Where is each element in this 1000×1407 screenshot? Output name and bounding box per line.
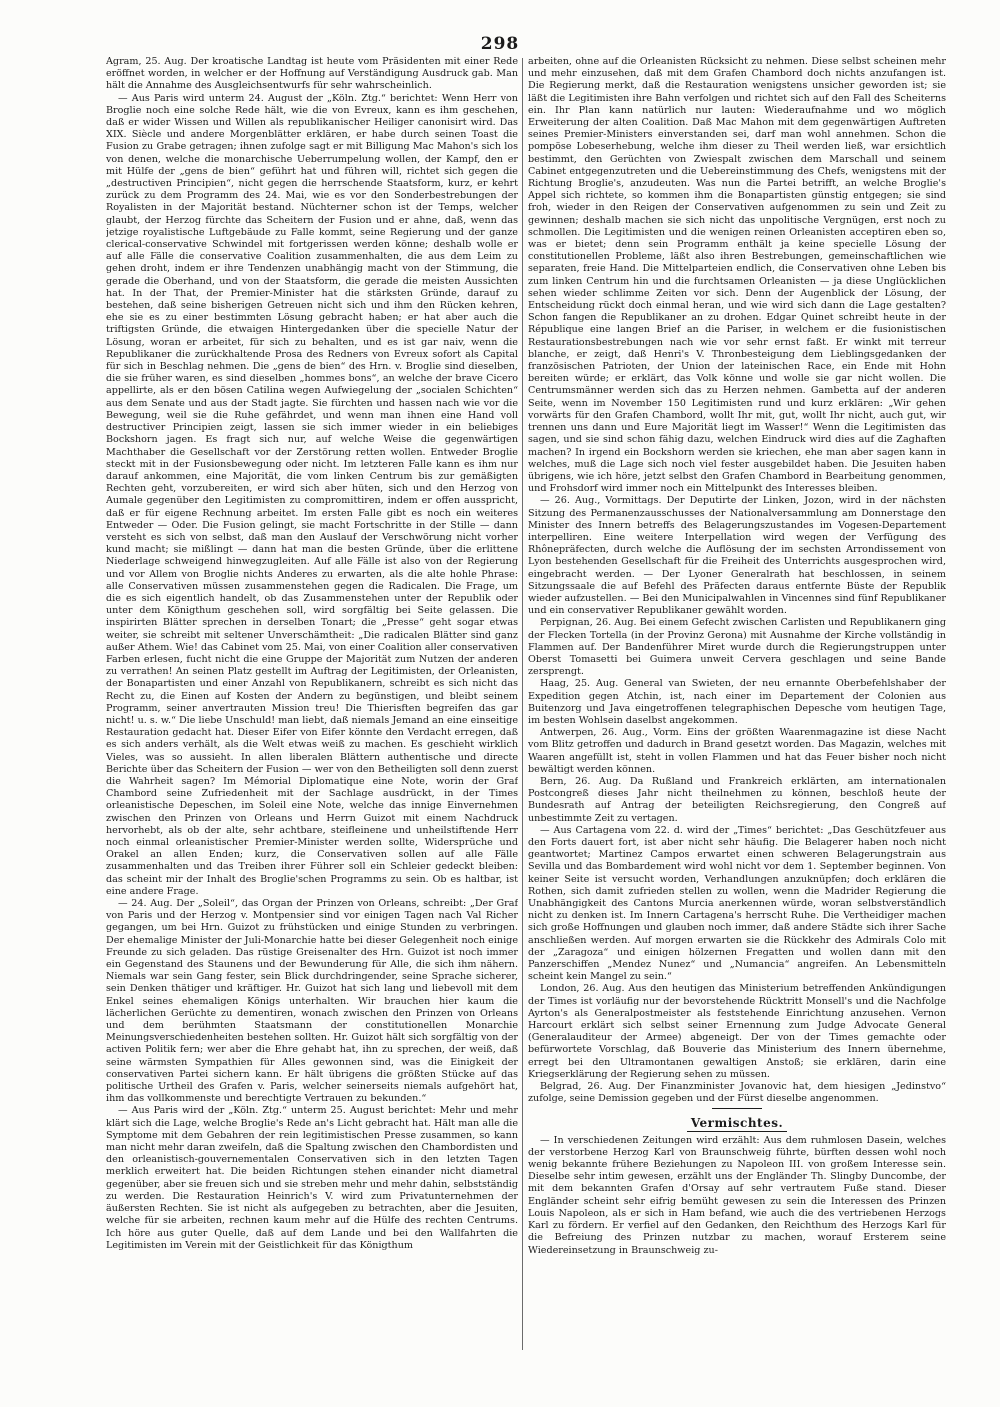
article-paragraph: Perpignan, 26. Aug. Bei einem Gefecht zwischen Carlisten und Republikanern ging der Flecken Tortella (in der Provinz Gerona) mit Ausnahme der Kirche vollständig in Flammen auf. Der Bandenführer Miret wurde durch die Regierungstruppen unter Oberst Tomasetti bei Guimera unweit Cervera geschlagen und seine Bande zersprengt.: [528, 617, 946, 678]
article-paragraph: London, 26. Aug. Aus den heutigen das Ministerium betreffenden Ankündigungen der Times ist vorläufig nur der bevorstehende Rücktritt Monsell's und die Nachfolge Ayrton's als Generalpostmeister als feststehende Einrichtung anzusehen. Vernon Harcourt erklärt sich selbst seiner Ernennung zum Judge Advocate General (Generalauditeur der Armee) abgeneigt. Der von der Times gemachte oder befürwortete Vorschlag, daß Bouverie das Ministerium des Innern übernehme, erregt bei den Ultramontanen gewaltigen Anstoß; sie erklären, darin eine Kriegserklärung der Regierung sehen zu müssen.: [528, 983, 946, 1080]
article-paragraph: — 26. Aug., Vormittags. Der Deputirte der Linken, Jozon, wird in der nächsten Sitzung des Permanenzausschusses der Nationalversammlung am Donnerstage den Minister des Innern betreffs des Belagerungszustandes im Vogesen-Departement interpelliren. Eine weitere Interpellation wird wegen der Verfügung des Rhônepräfecten, durch welche die Auflösung der im sechsten Arrondissement von Lyon bestehenden Gesellschaft für die Freiheit des Unterrichts ausgesprochen wird, eingebracht werden. — Der Lyoner Generalrath hat beschlossen, in seinem Sitzungssaale die auf Befehl des Präfecten daraus entfernte Büste der Republik wieder aufzustellen. — Bei den Municipalwahlen in Vincennes sind fünf Republikaner und ein conservativer Republikaner gewählt worden.: [528, 495, 946, 617]
right-column: [528, 56, 946, 1356]
article-paragraph: Antwerpen, 26. Aug., Vorm. Eins der größten Waarenmagazine ist diese Nacht vom Blitz getroffen und dadurch in Brand gesetzt worden. Das Magazin, welches mit Waaren angefüllt ist, steht in vollen Flammen und hat das Feuer bisher noch nicht bewältigt werden können.: [528, 727, 946, 775]
article-paragraph: Agram, 25. Aug. Der kroatische Landtag ist heute vom Präsidenten mit einer Rede eröffnet worden, in welcher er der Hoffnung auf Verständigung Ausdruck gab. Man hält die Annahme des Ausgleichsentwurfs für sehr wahrscheinlich.: [106, 56, 518, 92]
section-heading: [528, 1117, 946, 1129]
article-paragraph: — Aus Paris wird unterm 24. August der „Köln. Ztg.“ berichtet: Wenn Herr von Broglie noch eine solche Rede hält, wie die von Evreux, kann es ihm geschehen, daß er wider Wissen und Willen als republikanischer Heiliger canonisirt wird. Das XIX. Siècle und andere Morgenblätter erklären, er habe durch seinen Toast die Fusion zu Grabe getragen; ihnen zufolge sagt er mit Billigung Mac Mahon's sich los von denen, welche die monarchische Ueberrumpelung wollen, der Kampf, den er mit Hülfe der „gens de bien“ geführt hat und führen will, richtet sich gegen die „destructiven Principien“, nicht gegen die herrschende Staatsform, kurz, er kehrt zurück zu dem Programm des 24. Mai, wie es vor den Sonderbestrebungen der Royalisten in der Majorität bestand. Nüchterner schon ist der Temps, welcher glaubt, der Herzog fürchte das Scheitern der Fusion und er ahne, daß, wenn das jetzige royalistische Luftgebäude zu Falle kommt, seine Regierung und der ganze clerical-conservative Schwindel mit fortgerissen werden könne; deshalb wolle er auf alle Fälle die conservative Coalition zusammenhalten, die aus dem Leim zu gehen droht, indem er ihre Tendenzen unabhängig macht von der Stimmung, die gerade die Oberhand, und von der Staatsform, die gerade die meisten Aussichten hat. In der That, der Premier-Minister hat die stärksten Gründe, darauf zu bestehen, daß seine bisherigen Getreuen nicht sich und ihm den Rücken kehren, ehe sie es zu einer bestimmten Lösung gebracht haben; er hat aber auch die triftigsten Gründe, die etwaigen Hintergedanken über die specielle Natur der Lösung, woran er arbeitet, für sich zu behalten, und es ist gar naiv, wenn die Republikaner die zurückhaltende Prosa des Redners von Evreux sofort als Capital für sich in Beschlag nehmen. Die „gens de bien“ des Hrn. v. Broglie sind dieselben, die sie früher waren, es sind dieselben „hommes bons“, an welche der brave Cicero appellirte, als er den bösen Catilina wegen Aufwiegelung der „socialen Schichten“ aus dem Senate und aus der Stadt jagte. Sie fürchten und hassen nach wie vor die Bewegung, weil sie die Ruhe gefährdet, und wenn man ihnen eine Hand voll destructiver Principien zeigt, lassen sie sich immer wieder in ein beliebiges Bockshorn jagen. Es fragt sich nur, auf welche Weise die gegenwärtigen Machthaber die Gesellschaft vor der Zerstörung retten wollen. Entweder Broglie steckt mit in der Fusionsbewegung oder nicht. Im letzteren Falle kann es ihm nur darauf ankommen, eine Majorität, die vom linken Centrum bis zur gemäßigten Rechten geht, vorzubereiten, er wird sich aber hüten, sich und den Herzog von Aumale gegenüber den Legitimisten zu compromittiren, indem er offen ausspricht, daß er für eigene Rechnung arbeitet. Im ersten Falle gibt es noch ein weiteres Entweder — Oder. Die Fusion gelingt, sie macht Fortschritte in der Stille — dann versteht es sich von selbst, daß man den Auslauf der Verschwörung nicht vorher kund macht; sie mißlingt — dann hat man die besten Gründe, über die erlittene Niederlage schweigend hinwegzugleiten. Auf alle Fälle ist also von der Regierung und vor Allem von Broglie nichts Anderes zu erwarten, als die alte hohle Phrase: alle Conservativen müssen zusammenstehen gegen die Radicalen. Die Frage, um die es sich eigentlich handelt, ob das Zusammenstehen unter der Republik oder unter dem Königthum geschehen soll, wird sorgfältig bei Seite gelassen. Die inspirirten Blätter sprechen in derselben Tonart; die „Presse“ geht sogar etwas weiter, sie schreibt mit seltener Unverschämtheit: „Die radicalen Blätter sind ganz außer Athem. Wie! das Cabinet vom 25. Mai, von einer Coalition aller conservativen Farben erlesen, fucht nicht die eine Gruppe der Majorität zum Nutzen der anderen zu verrathen! An seinen Platz gestellt im Auftrag der Legitimisten, der Orleanisten, der Bonapartisten und einer Anzahl von Republikanern, schreibt es sich nicht das Recht zu, die Einen auf Kosten der Andern zu begünstigen, und bleibt seinem Programm, seiner anvertrauten Mission treu! Die Thierisften begreifen das gar nicht! u. s. w.“ Die liebe Unschuld! man liebt, daß niemals Jemand an eine einseitige Restauration gedacht hat. Dieser Eifer von Eifer könnte den Verdacht erregen, daß es sich anders verhält, als die Welt etwas weiß zu machen. Es geschieht wirklich Vieles, was so aussieht. In allen liberalen Blättern authentische und directe Berichte über das Scheitern der Fusion — wer von den Betheiligten soll denn zuerst die Wahrheit sagen? Im Mémorial Diplomatique eine Note, worin der Graf Chambord seine Zufriedenheit mit der Sachlage ausdrückt, in der Times orleanistische Depeschen, im Soleil eine Note, welche das innige Einvernehmen zwischen den Prinzen von Orleans und Herrn Guizot mit einem Nachdruck hervorhebt, als ob der alte, sehr achtbare, steifleinene und unheilstiftende Herr noch einmal orleanistischer Premier-Minister werden sollte, Widersprüche und Orakel an allen Enden; kurz, die Conservativen sollen auf alle Fälle zusammenhalten und das Treiben ihrer Führer soll ein Schleier gedeckt bleiben: das scheint mir der Inhalt des Broglie'schen Programms zu sein. Ob es haltbar, ist eine andere Frage.: [106, 92, 518, 897]
section-divider: [712, 1108, 762, 1109]
article-paragraph: Belgrad, 26. Aug. Der Finanzminister Jovanovic hat, dem hiesigen „Jedinstvo“ zufolge, seine Demission gegeben und der Fürst dieselbe angenommen.: [528, 1081, 946, 1105]
article-paragraph: — In verschiedenen Zeitungen wird erzählt: Aus dem ruhmlosen Dasein, welches der verstorbene Herzog Karl von Braunschweig führte, bürften dessen wohl noch wenig bekannte frühere Beziehungen zu Napoleon III. von großem Interesse sein. Dieselbe sehr intim gewesen, erzählt uns der Engländer Th. Slingby Duncombe, der mit dem bekannten Grafen d'Orsay auf sehr vertrautem Fuße stand. Dieser Engländer scheint sehr eifrig bemüht gewesen zu sein die Interessen des Prinzen Louis Napoleon, als er sich in Ham befand, wie auch die des vertriebenen Herzogs Karl zu fördern. Er verfiel auf den Gedanken, den Reichthum des Herzogs Karl für die Befreiung des Prinzen nutzbar zu machen, worauf Ersterem seine Wiedereinsetzung in Braunschweig zu-: [528, 1134, 946, 1256]
column-divider: [522, 58, 523, 1350]
article-paragraph: arbeiten, ohne auf die Orleanisten Rücksicht zu nehmen. Diese selbst scheinen mehr und mehr einzusehen, daß mit dem Grafen Chambord doch nichts anzufangen ist. Die Regierung merkt, daß die Restauration wenigstens unsicher geworden ist; sie läßt die Legitimisten ihre Bahn verfolgen und richtet sich auf den Fall des Scheiterns ein. Ihr Plan kann natürlich nur lauten: Wiederaufnahme und wo möglich Erweiterung der alten Coalition. Daß Mac Mahon mit dem gegenwärtigen Auftreten seines Premier-Ministers einverstanden sei, darf man wohl annehmen. Schon die pompöse Lobeserhebung, welche ihm dieser zu Theil werden ließ, war ersichtlich bestimmt, den Gerüchten von Zwiespalt zwischen dem Marschall und seinem Cabinet entgegenzutreten und die Uebereinstimmung des Chefs, wenigstens mit der Richtung Broglie's, anzudeuten. Was nun die Partei betrifft, an welche Broglie's Appel sich richtete, so kommen ihm die Bonapartisten günstig entgegen; sie sind froh, wieder in den Reigen der Conservativen aufgenommen zu sein und Zeit zu gewinnen; deshalb machen sie sich nicht das unpolitische Vergnügen, erst noch zu schmollen. Die Legitimisten und die wenigen reinen Orleanisten acceptiren eben so, was er bietet; denn sein Programm enthält ja keine specielle Lösung der constitutionellen Probleme, läßt also ihren Bestrebungen, gemeinschaftlichen wie separaten, freie Hand. Die Mittelparteien endlich, die Conservativen ohne Leben bis zum linken Centrum hin und die furchtsamen Orleanisten — ja diese Unglücklichen sehen wieder schlimme Zeiten vor sich. Denn der Augenblick der Lösung, der Entscheidung rückt doch einmal heran, und wie wird sich dann die Lage gestalten? Schon fangen die Republikaner an zu drohen. Edgar Quinet schreibt heute in der République eine langen Brief an die Pariser, in welchem er die fusionistischen Restaurationsbestrebungen nach wie vor sehr ernst faßt. Er winkt mit terreur blanche, er zeigt, daß Henri's V. Thronbesteigung dem Lieblingsgedanken der französischen Patrioten, der Union der lateinischen Race, ein Ende mit Hohn bereiten würde; er erklärt, das Volk könne und wolle sie gar nicht wollen. Die Centrumsmänner werden sich das zu Herzen nehmen. Gambetta auf der anderen Seite, wenn im November 150 Legitimisten rund und kurz erklären: „Wir gehen vorwärts für den Grafen Chambord, wollt Ihr mit, gut, wollt Ihr nicht, auch gut, wir trennen uns dann und Eure Majorität liegt im Wasser!“ Wenn die Legitimisten das sagen, und sie sind schon fähig dazu, welchen Eindruck wird dies auf die Zaghaften machen? In irgend ein Bockshorn werden sie kriechen, ehe man aber sagen kann in welches, muß die Lage sich noch viel fester ausgebildet haben. Die Jesuiten haben übrigens, wie ich höre, jetzt selbst den Grafen Chambord in Bearbeitung genommen, und Frohsdorf wird immer noch ein Mittelpunkt des Interesses bleiben.: [528, 56, 946, 495]
article-paragraph: — Aus Paris wird der „Köln. Ztg.“ unterm 25. August berichtet: Mehr und mehr klärt sich die Lage, welche Broglie's Rede an's Licht gebracht hat. Hält man alle die Symptome mit dem Gebahren der rein legitimistischen Presse zusammen, so kann man nicht mehr daran zweifeln, daß die Spaltung zwischen den Chambordisten und den orleanistisch-gouvernementalen Conservativen sich in den letzten Tagen merklich erweitert hat. Die beiden Richtungen stehen einander nicht diametral gegenüber, aber sie freuen sich und sie streben mehr und mehr dahin, selbstständig zu werden. Die Restauration Heinrich's V. wird zum Privatunternehmen der äußersten Rechten. Sie ist nicht als aufgegeben zu betrachten, aber die Jesuiten, welche für sie arbeiten, rechnen kaum mehr auf die Hülfe des rechten Centrums. Ich höre aus guter Quelle, daß auf dem Lande und bei den Wallfahrten die Legitimisten im Verein mit der Geistlichkeit für das Königthum: [106, 1105, 518, 1251]
section-heading-text: Vermischtes.: [687, 1116, 787, 1132]
article-paragraph: Haag, 25. Aug. General van Swieten, der neu ernannte Oberbefehlshaber der Expedition gegen Atchin, ist, nach einer im Departement der Colonien aus Buitenzorg und Java eingetroffenen telegraphischen Depesche vom heutigen Tage, im besten Wohlsein daselbst angekommen.: [528, 678, 946, 726]
article-paragraph: — 24. Aug. Der „Soleil“, das Organ der Prinzen von Orleans, schreibt: „Der Graf von Paris und der Herzog v. Montpensier sind vor einigen Tagen nach Val Richer gegangen, um bei Hrn. Guizot zu frühstücken und einige Stunden zu verbringen. Der ehemalige Minister der Juli-Monarchie hatte bei dieser Gelegenheit noch einige Freunde zu sich geladen. Das rüstige Greisenalter des Hrn. Guizot ist noch immer ein Gegenstand des Staunens und der Bewunderung für Alle, die sich ihm nähern. Niemals war sein Gang fester, sein Blick durchdringender, seine Sprache sicherer, sein Denken thätiger und kräftiger. Hr. Guizot hat sich lang und liebevoll mit dem Enkel seines ehemaligen Königs unterhalten. Wir brauchen hier kaum die lächerlichen Gerüchte zu dementiren, wonach zwischen den Prinzen von Orleans und dem berühmten Staatsmann der constitutionellen Monarchie Meinungsverschiedenheiten bestehen sollten. Hr. Guizot hält sich sorgfältig von der activen Politik fern; wer aber die Ehre gehabt hat, ihn zu sprechen, der weiß, daß seine wärmsten Sympathien für Alles gewonnen sind, was die Einigkeit der conservativen Partei sichern kann. Er hält übrigens die größten Stücke auf das politische Urtheil des Grafen v. Paris, welcher seinerseits niemals aufgehört hat, ihm das vollkommenste und berechtigte Vertrauen zu bekunden.“: [106, 898, 518, 1105]
page-number: 298: [480, 34, 520, 54]
article-paragraph: Bern, 26. Aug. Da Rußland und Frankreich erklärten, am internationalen Postcongreß dieses Jahr nicht theilnehmen zu können, beschloß heute der Bundesrath auf Antrag der beteiligten Reichsregierung, den Congreß auf unbestimmte Zeit zu vertagen.: [528, 775, 946, 824]
article-paragraph: — Aus Cartagena vom 22. d. wird der „Times“ berichtet: „Das Geschützfeuer aus den Forts dauert fort, ist aber nicht sehr häufig. Die Belagerer haben noch nicht geantwortet; Martinez Campos erwartet einen schweren Belagerungstrain aus Sevilla und das Bombardement wird wohl nicht vor dem 1. September beginnen. Von keiner Seite ist versucht worden, Verhandlungen anzuknüpfen; doch erklären die Rothen, sich damit zufrieden stellen zu wollen, wenn die Madrider Regierung die Unabhängigkeit des Cantons Murcia anerkennen würde, woran selbstverständlich nicht zu denken ist. Im Innern Cartagena's herrscht Ruhe. Die Vertheidiger machen sich große Hoffnungen und glauben noch immer, daß andere Städte sich ihrer Sache anschließen werden. Auf morgen erwarten sie die Rückkehr des Admirals Colo mit der „Zaragoza“ und einigen hölzernen Fregatten und wollen dann mit den Panzerschiffen „Mendez Nunez“ und „Numancia“ angreifen. An Lebensmitteln scheint kein Mangel zu sein.“: [528, 824, 946, 983]
left-column: [106, 56, 518, 1356]
